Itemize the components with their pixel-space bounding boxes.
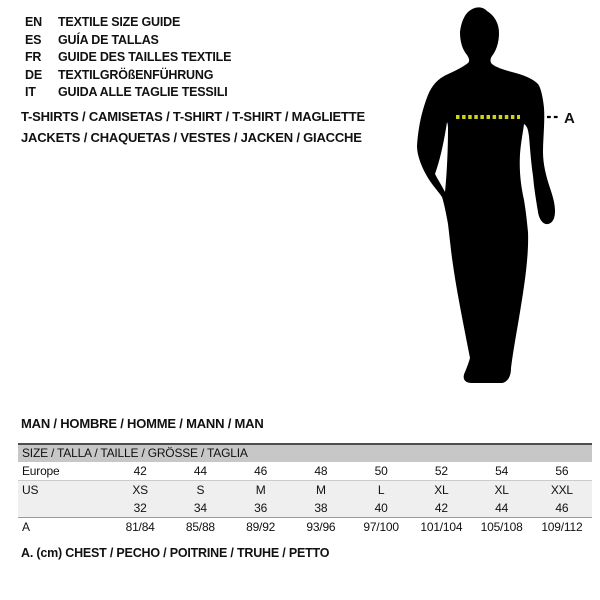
language-row xyxy=(25,14,231,32)
size-value: XL xyxy=(494,483,509,497)
row-label: Europe xyxy=(22,464,60,478)
size-value: XS xyxy=(132,483,148,497)
size-value: XXL xyxy=(550,483,573,497)
size-value: 109/112 xyxy=(541,520,583,534)
size-value: 105/108 xyxy=(480,520,523,534)
size-table-body xyxy=(18,462,592,536)
row-label xyxy=(18,499,110,517)
size-value: 52 xyxy=(434,464,448,478)
row-label: A xyxy=(22,520,30,534)
language-label: GUIDA ALLE TAGLIE TESSILI xyxy=(58,85,228,99)
language-row xyxy=(25,67,231,85)
size-table xyxy=(18,443,592,536)
language-row xyxy=(25,84,231,102)
size-value: 48 xyxy=(314,464,328,478)
size-value: XL xyxy=(434,483,449,497)
size-value: M xyxy=(255,483,266,497)
row-label: US xyxy=(22,483,39,497)
size-value: 44 xyxy=(193,464,207,478)
category-line-tshirts: T-SHIRTS / CAMISETAS / T-SHIRT / T-SHIRT / MAGLIETTE xyxy=(21,109,365,124)
size-value: 34 xyxy=(193,501,207,515)
size-value: L xyxy=(377,483,385,497)
language-code: FR xyxy=(25,50,42,64)
language-list xyxy=(25,14,231,102)
language-label: TEXTILGRÖßENFÜHRUNG xyxy=(58,67,214,82)
table-row xyxy=(18,499,592,518)
size-value: 44 xyxy=(495,501,509,515)
table-row xyxy=(18,518,592,536)
size-value: 40 xyxy=(374,501,388,515)
category-heading xyxy=(21,106,365,148)
man-body-shape xyxy=(417,7,555,383)
size-value: 42 xyxy=(133,464,147,478)
table-row xyxy=(18,481,592,499)
size-value: 46 xyxy=(254,464,268,478)
language-code: EN xyxy=(25,15,42,29)
size-value: 46 xyxy=(555,501,569,515)
size-value: 85/88 xyxy=(185,520,215,534)
size-value: 93/96 xyxy=(306,520,336,534)
man-silhouette-figure xyxy=(390,0,600,400)
size-value: 42 xyxy=(434,501,448,515)
category-line-jackets: JACKETS / CHAQUETAS / VESTES / JACKEN / GIACCHE xyxy=(21,130,362,145)
language-code: DE xyxy=(25,67,42,82)
size-table-header: SIZE / TALLA / TAILLE / GRÖSSE / TAGLIA xyxy=(18,445,592,462)
language-label: GUÍA DE TALLAS xyxy=(58,32,159,47)
size-value: 38 xyxy=(314,501,328,515)
language-row xyxy=(25,49,231,67)
size-value: 54 xyxy=(495,464,509,478)
language-code: ES xyxy=(25,32,42,47)
size-value: 32 xyxy=(133,501,147,515)
measure-label-a: A xyxy=(564,110,575,127)
section-heading-man: MAN / HOMBRE / HOMME / MANN / MAN xyxy=(21,416,264,431)
size-value: 56 xyxy=(555,464,569,478)
size-value: 50 xyxy=(374,464,388,478)
language-label: TEXTILE SIZE GUIDE xyxy=(58,15,181,29)
size-value: S xyxy=(196,483,205,497)
man-silhouette-svg xyxy=(390,0,600,400)
language-row xyxy=(25,32,231,50)
language-label: GUIDE DES TAILLES TEXTILE xyxy=(58,50,232,64)
size-value: 89/92 xyxy=(246,520,276,534)
size-value: 101/104 xyxy=(420,520,463,534)
table-row xyxy=(18,462,592,481)
language-code: IT xyxy=(25,85,36,99)
size-value: 36 xyxy=(254,501,268,515)
size-value: M xyxy=(315,483,326,497)
size-value: 81/84 xyxy=(125,520,155,534)
measurement-footnote: A. (cm) CHEST / PECHO / POITRINE / TRUHE / PETTO xyxy=(21,546,330,560)
size-value: 97/100 xyxy=(363,520,399,534)
